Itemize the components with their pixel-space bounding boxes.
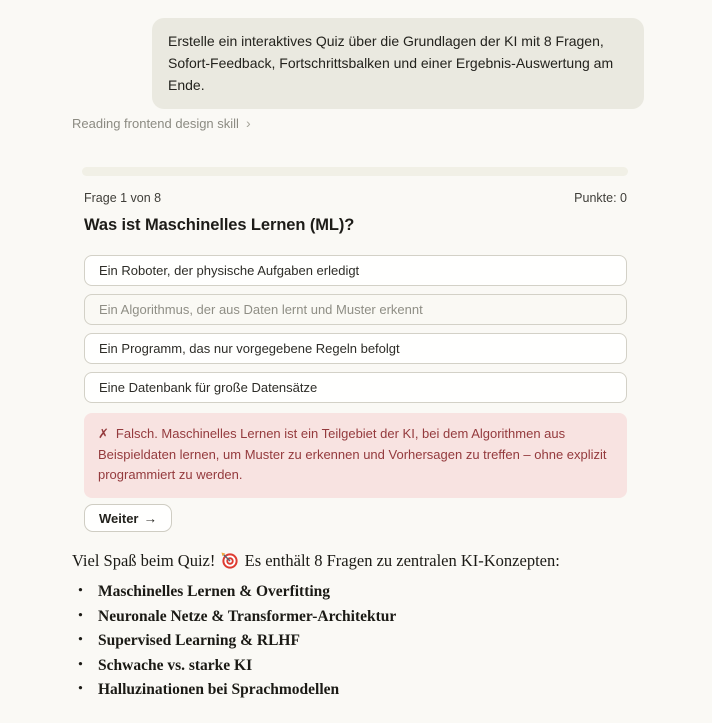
topic-item: • Halluzinationen bei Sprachmodellen bbox=[72, 678, 642, 703]
arrow-right-icon: → bbox=[143, 510, 157, 526]
quiz-option-3-label: Ein Programm, das nur vorgegebene Regeln befolgt bbox=[99, 341, 400, 356]
topic-item: • Maschinelles Lernen & Overfitting bbox=[72, 580, 642, 605]
quiz-option-3[interactable] bbox=[84, 333, 627, 364]
user-message-bubble bbox=[152, 18, 644, 109]
quiz-option-2[interactable] bbox=[84, 294, 627, 325]
next-question-button[interactable] bbox=[84, 504, 172, 532]
topic-item: • Neuronale Netze & Transformer-Architektur bbox=[72, 605, 642, 630]
quiz-option-4[interactable] bbox=[84, 372, 627, 403]
next-button-label: Weiter bbox=[99, 510, 139, 526]
quiz-option-1-label: Ein Roboter, der physische Aufgaben erledigt bbox=[99, 263, 360, 278]
user-message-text: Erstelle ein interaktives Quiz über die Grundlagen der KI mit 8 Fragen, Sofort-Feedback, Fortschrittsbalken und einer Ergebnis-Auswertung am Ende. bbox=[168, 33, 614, 93]
quiz-option-4-label: Eine Datenbank für große Datensätze bbox=[99, 380, 318, 395]
chevron-right-icon: › bbox=[245, 115, 251, 131]
closing-intro bbox=[72, 551, 642, 574]
quiz-question: Was ist Maschinelles Lernen (ML)? bbox=[84, 216, 355, 234]
x-mark-icon: ✗ bbox=[98, 426, 109, 441]
closing-intro-after: Es enthält 8 Fragen zu zentralen KI-Konzepten: bbox=[244, 551, 560, 570]
skill-status-row[interactable] bbox=[72, 116, 251, 131]
quiz-score-label: Punkte: 0 bbox=[574, 191, 627, 205]
quiz-feedback-box bbox=[84, 413, 627, 498]
topic-item: • Schwache vs. starke KI bbox=[72, 654, 642, 679]
quiz-option-2-label: Ein Algorithmus, der aus Daten lernt und Muster erkennt bbox=[99, 302, 423, 317]
quiz-progress-bar bbox=[82, 167, 628, 176]
quiz-option-1[interactable] bbox=[84, 255, 627, 286]
topic-item: • Supervised Learning & RLHF bbox=[72, 629, 642, 654]
quiz-progress-label: Frage 1 von 8 bbox=[84, 191, 162, 205]
topic-bullet-list bbox=[72, 580, 642, 703]
closing-intro-before: Viel Spaß beim Quiz! bbox=[72, 551, 216, 570]
quiz-feedback-text: Falsch. Maschinelles Lernen ist ein Teilgebiet der KI, bei dem Algorithmen aus Beispieldaten lernen, um Muster zu erkennen und Vorhersagen zu treffen – ohne explizit programmiert zu werden. bbox=[98, 426, 607, 482]
dart-target-icon bbox=[221, 552, 238, 574]
quiz-meta-row bbox=[84, 191, 627, 205]
skill-status-label: Reading frontend design skill bbox=[72, 116, 239, 131]
